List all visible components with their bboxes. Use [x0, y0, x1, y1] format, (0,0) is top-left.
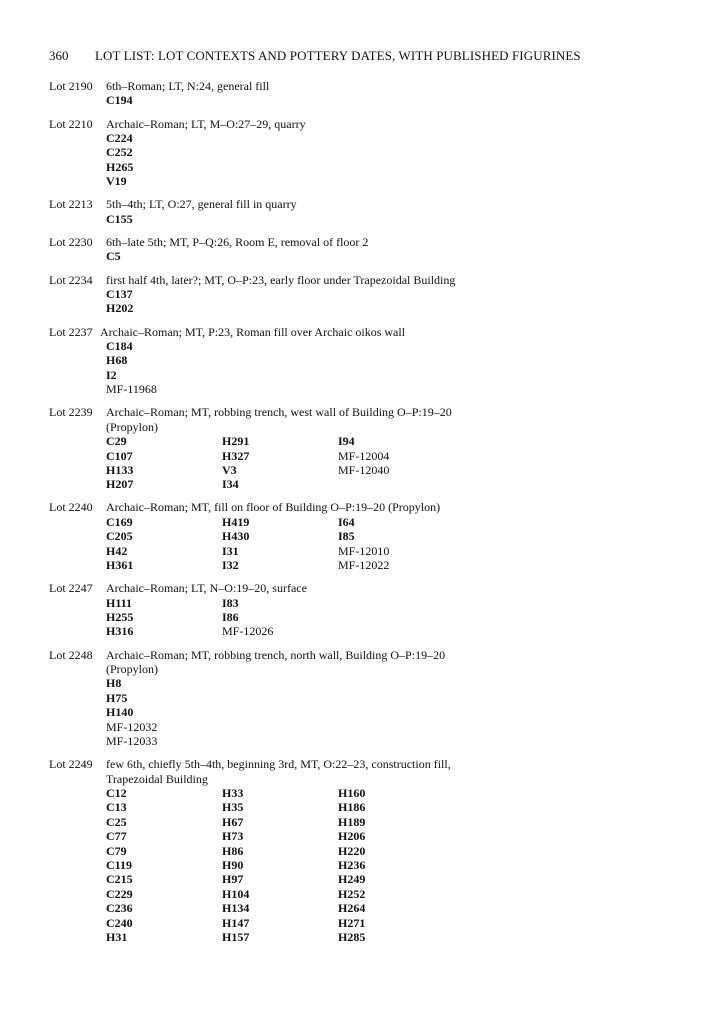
- lot-description-line: [49, 235, 689, 249]
- lot-description: 6th–late 5th; MT, P–Q:26, Room E, removal of floor 2: [106, 234, 369, 249]
- catalog-number: H252: [338, 886, 366, 901]
- lot-description-line: [49, 662, 689, 676]
- lot-description: Archaic–Roman; MT, P:23, Roman fill over Archaic oikos wall: [100, 324, 406, 339]
- lot-label: Lot 2247: [49, 581, 93, 596]
- catalog-number: H111: [106, 595, 133, 610]
- lot-label: Lot 2249: [49, 757, 93, 772]
- inventory-number: MF-11968: [106, 382, 157, 397]
- lot-label: Lot 2239: [49, 405, 93, 420]
- catalog-number: H189: [338, 814, 366, 829]
- catalog-number: H249: [338, 872, 366, 887]
- catalog-number: H8: [106, 676, 122, 691]
- catalog-number: H419: [222, 514, 250, 529]
- lot-description: 6th–Roman; LT, N:24, general fill: [106, 79, 270, 93]
- catalog-number: C184: [106, 338, 133, 353]
- catalog-number: V19: [106, 174, 127, 189]
- figurine-list: [49, 434, 689, 492]
- catalog-number: H255: [106, 610, 134, 625]
- catalog-number: H236: [338, 857, 366, 872]
- lot-description: few 6th, chiefly 5th–4th, beginning 3rd, MT, O:22–23, construction fill,: [106, 757, 451, 772]
- catalog-number: H42: [106, 543, 128, 558]
- running-title: LOT LIST: LOT CONTEXTS AND POTTERY DATES, WITH PUBLISHED FIGURINES: [95, 48, 581, 63]
- lot-description: Archaic–Roman; MT, robbing trench, west wall of Building O–P:19–20: [106, 405, 452, 420]
- catalog-number: C79: [106, 843, 127, 858]
- catalog-number: H157: [222, 929, 250, 944]
- lot-list: [49, 79, 689, 953]
- catalog-number: H316: [106, 624, 134, 639]
- lot-description-line: [49, 420, 689, 434]
- catalog-number: C119: [106, 857, 133, 872]
- catalog-number: I34: [222, 477, 239, 492]
- catalog-number: I94: [338, 434, 355, 449]
- catalog-number: I83: [222, 595, 239, 610]
- catalog-number: C77: [106, 829, 127, 844]
- catalog-number: I2: [106, 367, 117, 382]
- inventory-number: MF-12033: [106, 733, 158, 748]
- lot-description-line: [49, 757, 689, 771]
- figurine-list: [49, 287, 689, 316]
- figurine-list: [49, 131, 689, 189]
- catalog-number: H327: [222, 448, 250, 463]
- catalog-number: C137: [106, 286, 133, 301]
- catalog-number: H202: [106, 301, 134, 316]
- lot-description: (Propylon): [106, 419, 158, 434]
- catalog-number: H430: [222, 529, 250, 544]
- lot-description-line: [49, 581, 689, 595]
- catalog-number: C25: [106, 814, 127, 829]
- catalog-number: I86: [222, 610, 239, 625]
- catalog-number: C194: [106, 93, 133, 108]
- catalog-number: C215: [106, 872, 133, 887]
- catalog-number: C13: [106, 800, 127, 815]
- catalog-number: H35: [222, 800, 244, 815]
- catalog-number: [338, 596, 454, 610]
- catalog-number: C229: [106, 886, 133, 901]
- catalog-number: [338, 624, 454, 638]
- catalog-number: C252: [106, 145, 133, 160]
- catalog-number: H206: [338, 829, 366, 844]
- catalog-number: H147: [222, 915, 250, 930]
- catalog-number: C5: [106, 249, 121, 264]
- catalog-number: H291: [222, 434, 250, 449]
- lot-label: Lot 2237: [49, 324, 93, 339]
- figurine-list: [49, 786, 689, 944]
- catalog-number: C107: [106, 448, 133, 463]
- lot-description: (Propylon): [106, 662, 158, 677]
- inventory-number: MF-12022: [338, 558, 390, 573]
- catalog-number: H97: [222, 872, 244, 887]
- figurine-list: [49, 339, 689, 397]
- lot-description-line: [49, 79, 689, 93]
- inventory-number: MF-12026: [222, 624, 274, 639]
- catalog-number: H264: [338, 901, 366, 916]
- figurine-list: [49, 93, 689, 107]
- catalog-number: I32: [222, 558, 239, 573]
- catalog-number: C236: [106, 901, 133, 916]
- catalog-number: C169: [106, 514, 133, 529]
- lot-description-line: [49, 273, 689, 287]
- lot-label: Lot 2213: [49, 197, 93, 212]
- lot-description: Archaic–Roman; MT, fill on floor of Building O–P:19–20 (Propylon): [106, 500, 441, 515]
- lot-description: Archaic–Roman; LT, M–O:27–29, quarry: [106, 116, 306, 131]
- catalog-number: C205: [106, 529, 133, 544]
- catalog-number: C240: [106, 915, 133, 930]
- lot-entry: [49, 757, 689, 944]
- lot-description-line: [49, 325, 689, 339]
- catalog-number: C224: [106, 131, 133, 145]
- catalog-number: H220: [338, 843, 366, 858]
- catalog-number: V3: [222, 462, 237, 477]
- catalog-number: H68: [106, 353, 128, 368]
- lot-entry: [49, 500, 689, 572]
- catalog-number: H140: [106, 705, 134, 720]
- lot-description: Archaic–Roman; MT, robbing trench, north wall, Building O–P:19–20: [106, 647, 446, 662]
- figurine-list: [49, 515, 689, 573]
- catalog-number: H134: [222, 901, 250, 916]
- lot-description: first half 4th, later?; MT, O–P:23, early floor under Trapezoidal Building: [106, 272, 456, 287]
- catalog-number: C29: [106, 434, 127, 449]
- lot-entry: [49, 648, 689, 749]
- lot-label: Lot 2234: [49, 272, 93, 287]
- lot-description: 5th–4th; LT, O:27, general fill in quarry: [106, 197, 297, 212]
- lot-description: Archaic–Roman; LT, N–O:19–20, surface: [106, 581, 307, 596]
- catalog-number: H104: [222, 886, 250, 901]
- page-header: [49, 47, 581, 65]
- figurine-list: [49, 212, 689, 226]
- lot-entry: [49, 235, 689, 264]
- catalog-number: H33: [222, 785, 244, 800]
- catalog-number: I85: [338, 529, 355, 544]
- lot-label: Lot 2210: [49, 116, 93, 131]
- lot-description: Trapezoidal Building: [106, 771, 208, 786]
- catalog-number: H361: [106, 558, 134, 573]
- inventory-number: MF-12032: [106, 719, 158, 734]
- catalog-number: H265: [106, 159, 134, 174]
- lot-description-line: [49, 117, 689, 131]
- catalog-number: H31: [106, 929, 128, 944]
- catalog-number: H73: [222, 829, 244, 844]
- lot-label: Lot 2230: [49, 234, 93, 249]
- figurine-list: [49, 596, 689, 639]
- lot-description-line: [49, 648, 689, 662]
- lot-entry: [49, 117, 689, 189]
- catalog-number: H186: [338, 800, 366, 815]
- lot-entry: [49, 325, 689, 397]
- lot-description-line: [49, 500, 689, 514]
- figurine-list: [49, 249, 689, 263]
- catalog-number: H285: [338, 929, 366, 944]
- lot-label: Lot 2248: [49, 647, 93, 662]
- catalog-number: H160: [338, 785, 366, 800]
- catalog-number: H207: [106, 477, 134, 492]
- catalog-number: H86: [222, 843, 244, 858]
- catalog-number: C155: [106, 211, 133, 226]
- lot-description-line: [49, 197, 689, 211]
- lot-label: Lot 2240: [49, 500, 93, 515]
- catalog-number: [338, 610, 454, 624]
- catalog-number: [338, 477, 454, 491]
- lot-entry: [49, 273, 689, 316]
- lot-description-line: [49, 772, 689, 786]
- lot-description-line: [49, 405, 689, 419]
- inventory-number: MF-12004: [338, 448, 390, 463]
- inventory-number: MF-12010: [338, 543, 390, 558]
- lot-entry: [49, 197, 689, 226]
- catalog-number: H271: [338, 915, 366, 930]
- catalog-number: H75: [106, 690, 128, 705]
- page-number: 360: [49, 48, 69, 63]
- catalog-number: I64: [338, 514, 355, 529]
- catalog-number: H133: [106, 462, 134, 477]
- figurine-list: [49, 676, 689, 748]
- catalog-number: H90: [222, 857, 244, 872]
- lot-entry: [49, 405, 689, 491]
- catalog-number: H67: [222, 814, 244, 829]
- lot-entry: [49, 581, 689, 639]
- lot-entry: [49, 79, 689, 108]
- inventory-number: MF-12040: [338, 462, 390, 477]
- catalog-number: C12: [106, 785, 127, 800]
- catalog-number: I31: [222, 543, 239, 558]
- lot-label: Lot 2190: [49, 79, 93, 93]
